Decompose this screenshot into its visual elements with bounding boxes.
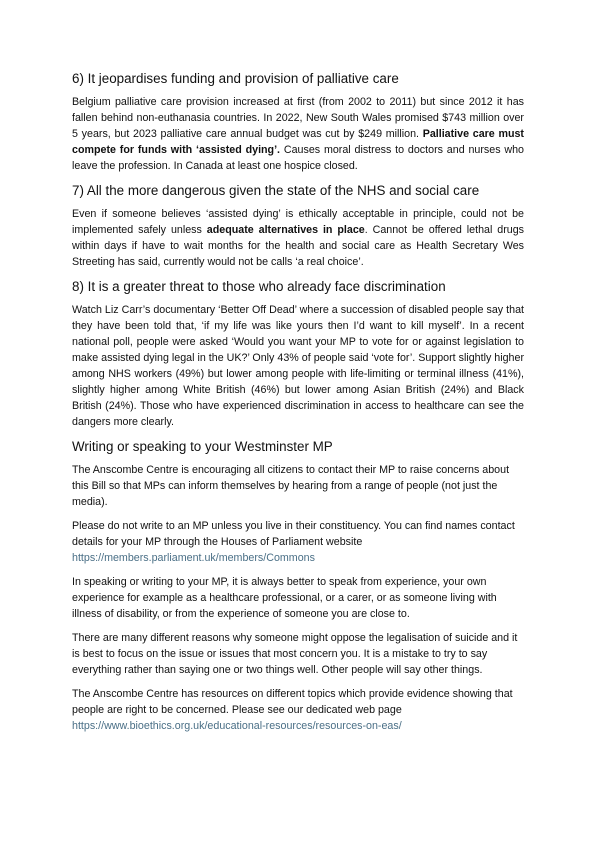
mp-paragraph-4: There are many different reasons why someone might oppose the legalisation of suicide and it is best to focus on the issue or issues that most concern you. It is a mistake to try to say everything rather than saying one or two things well. Other people will say other things. <box>72 632 518 676</box>
section-6-bold-text: Palliative care must compete for funds with ‘assisted dying’. <box>72 128 524 156</box>
section-6-heading: 6) It jeopardises funding and provision of palliative care <box>72 71 399 86</box>
section-7-bold-text: adequate alternatives in place <box>206 224 365 236</box>
mp-paragraph-1: The Anscombe Centre is encouraging all citizens to contact their MP to raise concerns about this Bill so that MPs can inform themselves by hearing from a range of people (not just the media). <box>72 464 510 508</box>
mp-paragraph-5-text: The Anscombe Centre has resources on different topics which provide evidence showing that people are right to be concerned. Please see our dedicated web page <box>72 688 513 716</box>
bioethics-resources-link[interactable]: https://www.bioethics.org.uk/educational-resources/resources-on-eas/ <box>72 720 402 732</box>
mp-section-heading: Writing or speaking to your Westminster MP <box>72 439 333 454</box>
section-6-paragraph <box>72 94 524 174</box>
mp-paragraph-2 <box>72 518 524 566</box>
section-8-paragraph: Watch Liz Carr’s documentary ‘Better Off Dead’ where a succession of disabled people say that they have been told that, ‘if my life was like yours then I’d want to kill myself’. In a recent national poll, people were asked ‘Would you want your MP to vote for or against legislation to make assisted dying legal in the UK?’ Only 43% of people said ‘vote for’. Support slightly higher among NHS workers (49%) but lower among people with life-limiting or terminal illness (41%), slightly higher among White British (46%) but lower among Asian British (24%) and Black British (24%). Those who have experienced discrimination in access to healthcare can see the dangers more clearly. <box>72 304 524 428</box>
section-6-text-a: Belgium palliative care provision increased at first (from 2002 to 2011) but since 2012 it has fallen behind non-euthanasia countries. In 2022, New South Wales promised $743 million over 5 years, but 2023 palliative care annual budget was cut by $249 million. <box>72 96 524 140</box>
mp-paragraph-5 <box>72 686 524 734</box>
section-8-heading: 8) It is a greater threat to those who already face discrimination <box>72 279 446 294</box>
section-7-text-a: Even if someone believes ‘assisted dying’ is ethically acceptable in principle, could not be implemented safely unless <box>72 208 524 236</box>
section-6-text-b: Causes moral distress to doctors and nurses who leave the profession. In Canada at least one hospice closed. <box>72 144 524 172</box>
parliament-members-link[interactable]: https://members.parliament.uk/members/Commons <box>72 552 315 564</box>
document-page <box>72 70 524 742</box>
section-7-text-b: . Cannot be offered lethal drugs within days if have to wait months for the health and social care as Health Secretary Wes Streeting has said, currently would not be calls ‘a real choice’. <box>72 224 524 268</box>
section-7-heading: 7) All the more dangerous given the state of the NHS and social care <box>72 183 480 198</box>
section-7-paragraph <box>72 206 524 270</box>
mp-paragraph-3: In speaking or writing to your MP, it is always better to speak from experience, your own experience for example as a healthcare professional, or a carer, or as someone living with illness of disability, or from the experience of someone you are close to. <box>72 576 497 620</box>
mp-paragraph-2-text: Please do not write to an MP unless you live in their constituency. You can find names contact details for your MP through the Houses of Parliament website <box>72 520 515 548</box>
